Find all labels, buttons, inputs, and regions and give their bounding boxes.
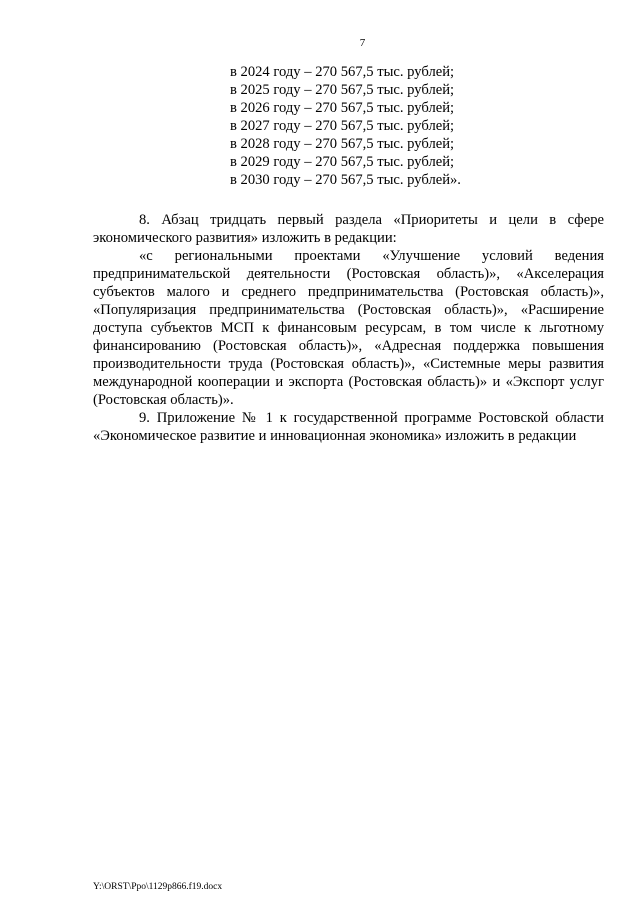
text-line: международной кооперации и экспорта (Ростовская область)» и «Экспорт услуг [93,374,604,390]
file-path-footer: Y:\ORST\Ppo\1129p866.f19.docx [93,882,223,892]
text-line: «Популяризация предпринимательства (Ростовская область)», «Расширение [93,302,604,318]
funding-by-year-list [230,63,461,189]
year-line: в 2027 году – 270 567,5 тыс. рублей; [230,118,455,134]
year-line: в 2025 году – 270 567,5 тыс. рублей; [230,82,455,98]
text-line: 9. Приложение № 1 к государственной программе Ростовской области [139,410,604,426]
year-line: в 2026 году – 270 567,5 тыс. рублей; [230,100,455,116]
paragraph-8-quote [93,247,604,409]
year-line: в 2029 году – 270 567,5 тыс. рублей; [230,154,455,170]
page-number: 7 [359,37,366,49]
year-line: в 2030 году – 270 567,5 тыс. рублей». [230,172,461,188]
text-line: финансированию (Ростовская область)», «Адресная поддержка повышения [93,338,604,354]
text-line: «с региональными проектами «Улучшение условий ведения [139,248,604,264]
document-body [93,211,604,445]
paragraph-9 [93,409,604,445]
text-line: предпринимательской деятельности (Ростовская область)», «Акселерация [93,266,604,282]
text-line: доступа субъектов МСП к финансовым ресурсам, в том числе к льготному [93,320,604,336]
year-line: в 2024 году – 270 567,5 тыс. рублей; [230,64,455,80]
text-line: (Ростовская область)». [93,392,234,408]
text-line: производительности труда (Ростовская область)», «Системные меры развития [93,356,604,372]
paragraph-8 [93,211,604,247]
text-line: 8. Абзац тридцать первый раздела «Приоритеты и цели в сфере [139,212,604,228]
text-line: экономического развития» изложить в редакции: [93,230,397,246]
text-line: «Экономическое развитие и инновационная экономика» изложить в редакции [93,428,577,444]
text-line: субъектов малого и среднего предпринимательства (Ростовская область)», [93,284,604,300]
year-line: в 2028 году – 270 567,5 тыс. рублей; [230,136,455,152]
